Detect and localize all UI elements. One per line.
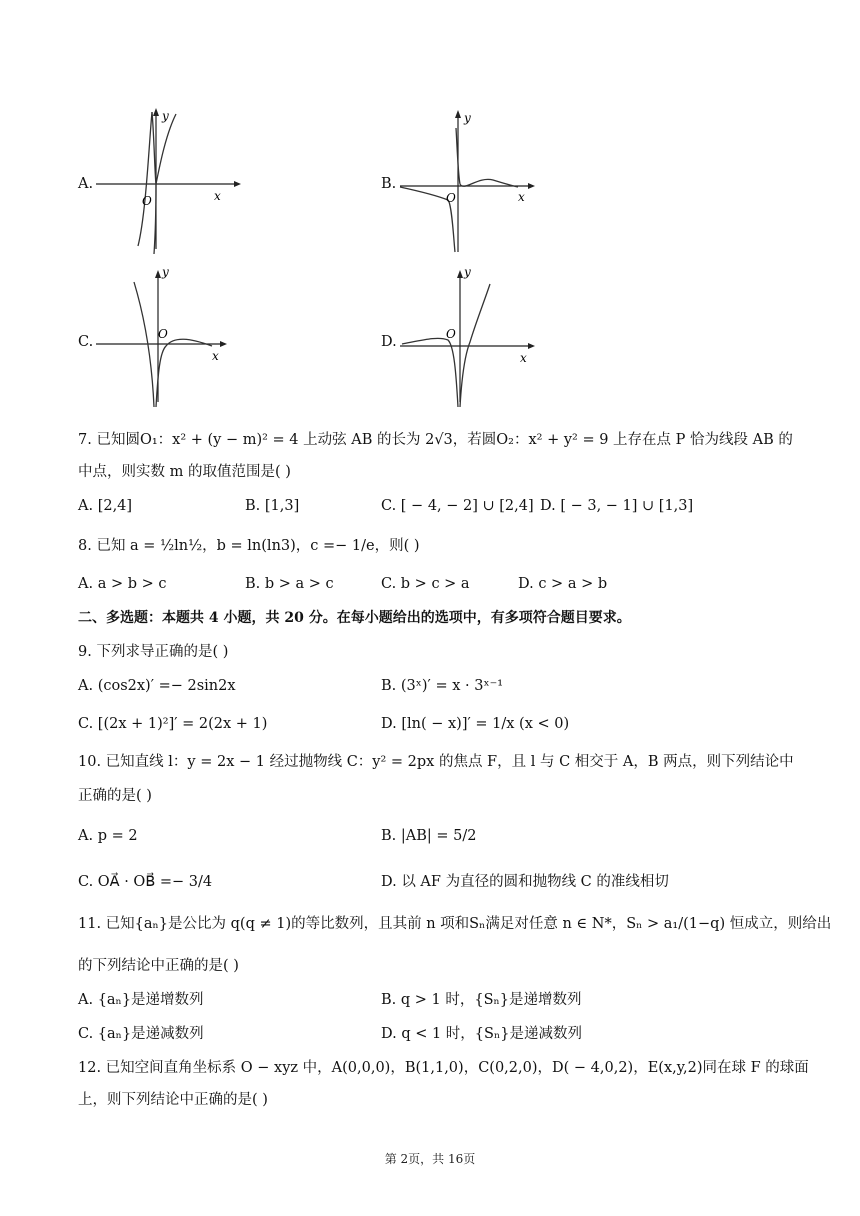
origin-label: O — [142, 194, 152, 208]
graph-b — [398, 104, 548, 254]
q10-line1: 10. 已知直线 l：y = 2x − 1 经过抛物线 C：y² = 2px 的焦点 F，且 l 与 C 相交于 A，B 两点，则下列结论中 — [78, 754, 794, 770]
q11-option-c: C. {aₙ}是递减数列 — [78, 1026, 204, 1042]
q7-line1: 7. 已知圆O₁：x² + (y − m)² = 4 上动弦 AB 的长为 2√3，若圆O₂：x² + y² = 9 上存在点 P 恰为线段 AB 的 — [78, 432, 793, 448]
graph-c — [94, 262, 244, 412]
axis-x-label: x — [518, 190, 525, 204]
q9-option-b: B. (3ˣ)′ = x · 3ˣ⁻¹ — [381, 678, 504, 694]
q8-option-b: B. b > a > c — [245, 576, 334, 592]
q10-option-a: A. p = 2 — [78, 828, 138, 844]
q12-line1: 12. 已知空间直角坐标系 O − xyz 中，A(0,0,0)，B(1,1,0)，C(0,2,0)，D( − 4,0,2)，E(x,y,2)同在球 F 的球面 — [78, 1060, 809, 1076]
graph-label-c: C. — [78, 334, 94, 350]
q7-option-c: C. [ − 4, − 2] ∪ [2,4] — [381, 498, 534, 514]
axis-x-label: x — [212, 349, 219, 363]
q10-line2: 正确的是( ) — [78, 788, 152, 804]
q11-option-b: B. q > 1 时，{Sₙ}是递增数列 — [381, 992, 582, 1008]
q7-option-a: A. [2,4] — [78, 498, 133, 514]
q7-option-b: B. [1,3] — [245, 498, 300, 514]
q11-option-d: D. q < 1 时，{Sₙ}是递减数列 — [381, 1026, 582, 1042]
q7-line2: 中点，则实数 m 的取值范围是( ) — [78, 464, 291, 480]
axis-y-label: y — [162, 109, 169, 123]
axis-x-label: x — [520, 351, 527, 365]
q9-option-c: C. [(2x + 1)²]′ = 2(2x + 1) — [78, 716, 268, 732]
q8-option-a: A. a > b > c — [78, 576, 167, 592]
q7-option-d: D. [ − 3, − 1] ∪ [1,3] — [540, 498, 694, 514]
q8-line1: 8. 已知 a = ½ln½，b = ln(ln3)，c =− 1/e，则( ) — [78, 538, 420, 554]
q11-line1: 11. 已知{aₙ}是公比为 q(q ≠ 1)的等比数列，且其前 n 项和Sₙ满足对任意 n ∈ N*，Sₙ > a₁/(1−q) 恒成立，则给出 — [78, 916, 832, 932]
origin-label: O — [446, 327, 456, 341]
section-heading: 二、多选题：本题共 4 小题，共 20 分。在每小题给出的选项中，有多项符合题目要求。 — [78, 610, 631, 626]
graph-label-a: A. — [78, 176, 94, 192]
q11-line2: 的下列结论中正确的是( ) — [78, 958, 239, 974]
graph-label-b: B. — [381, 176, 397, 192]
q11-option-a: A. {aₙ}是递增数列 — [78, 992, 204, 1008]
graph-a — [94, 104, 244, 254]
q8-option-d: D. c > a > b — [518, 576, 608, 592]
axis-y-label: y — [464, 111, 471, 125]
q10-option-c: C. OA⃗ · OB⃗ =− 3/4 — [78, 874, 213, 890]
q10-option-b: B. |AB| = 5/2 — [381, 828, 477, 844]
q9-line1: 9. 下列求导正确的是( ) — [78, 644, 229, 660]
q10-option-d: D. 以 AF 为直径的圆和抛物线 C 的准线相切 — [381, 874, 669, 890]
axis-y-label: y — [464, 265, 471, 279]
q8-option-c: C. b > c > a — [381, 576, 470, 592]
axis-x-label: x — [214, 189, 221, 203]
q12-line2: 上，则下列结论中正确的是( ) — [78, 1092, 268, 1108]
page-footer: 第 2页，共 16页 — [384, 1152, 476, 1166]
graph-label-d: D. — [381, 334, 397, 350]
origin-label: O — [158, 327, 168, 341]
q9-option-a: A. (cos2x)′ =− 2sin2x — [78, 678, 236, 694]
origin-label: O — [446, 191, 456, 205]
axis-y-label: y — [162, 265, 169, 279]
graph-d — [398, 262, 548, 412]
q9-option-d: D. [ln( − x)]′ = 1/x (x < 0) — [381, 716, 570, 732]
